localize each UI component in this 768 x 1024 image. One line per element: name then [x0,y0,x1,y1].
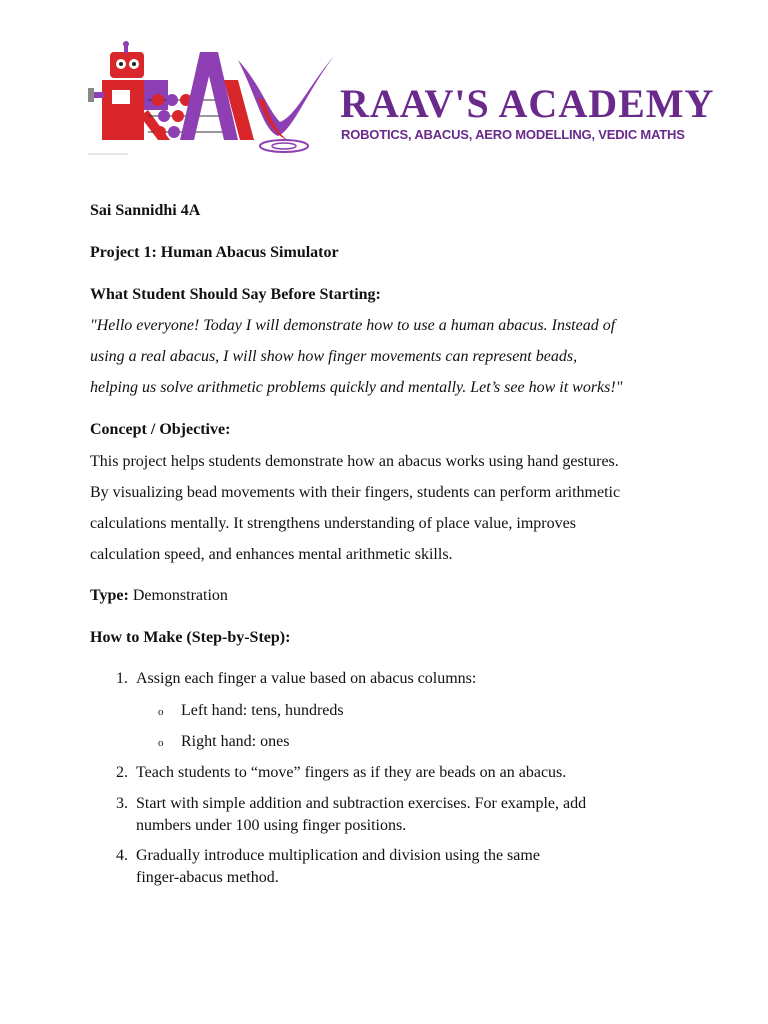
step-text: finger-abacus method. [136,869,279,886]
student-name: Sai Sannidhi 4A [90,202,201,219]
say-line: "Hello everyone! Today I will demonstrate how to use a human abacus. Instead of [90,317,616,334]
step-text: Gradually introduce multiplication and division using the same [136,847,540,864]
concept-heading: Concept / Objective: [90,421,231,438]
type-value: Demonstration [132,587,228,604]
sub-bullet-icon: o [158,706,164,718]
step-number: 1. [116,670,128,687]
how-heading: How to Make (Step-by-Step): [90,629,291,646]
step-number: 3. [116,795,128,812]
say-line: helping us solve arithmetic problems quickly and mentally. Let’s see how it works!" [90,379,623,396]
concept-line: calculation speed, and enhances mental arithmetic skills. [90,546,453,563]
concept-line: This project helps students demonstrate how an abacus works using hand gestures. [90,453,619,470]
concept-line: calculations mentally. It strengthens understanding of place value, improves [90,515,576,532]
academy-logo [88,40,715,160]
step-text: Assign each finger a value based on abacus columns: [136,670,477,687]
robot-abacus-logo-icon [88,40,338,160]
step-number: 2. [116,764,128,781]
sub-step-text: Right hand: ones [181,733,290,750]
academy-tagline: ROBOTICS, ABACUS, AERO MODELLING, VEDIC MATHS [341,127,685,142]
project-title: Project 1: Human Abacus Simulator [90,244,339,261]
step-text: Teach students to “move” fingers as if they are beads on an abacus. [136,764,567,781]
say-line: using a real abacus, I will show how finger movements can represent beads, [90,348,578,365]
step-text: Start with simple addition and subtraction exercises. For example, add [136,795,587,812]
sub-bullet-icon: o [158,737,164,749]
type-label: Type: [90,587,129,604]
sub-step-text: Left hand: tens, hundreds [181,702,344,719]
step-text: numbers under 100 using finger positions. [136,817,407,834]
say-heading: What Student Should Say Before Starting: [90,286,381,303]
step-number: 4. [116,847,128,864]
type-row [90,587,228,605]
concept-line: By visualizing bead movements with their fingers, students can perform arithmetic [90,484,621,501]
academy-name: RAAV'S ACADEMY [340,81,715,126]
